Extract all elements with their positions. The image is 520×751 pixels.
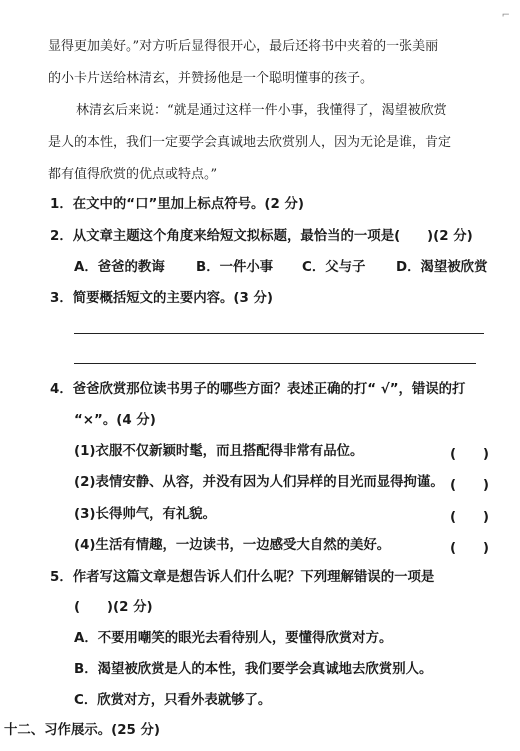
- q2-option-b: B．一件小事: [196, 260, 274, 275]
- q5-option-b: B．渴望被欣赏是人的本性，我们要学会真诚地去欣赏别人。: [74, 662, 433, 677]
- question-5: 5．作者写这篇文章是想告诉人们什么呢？下列理解错误的一项是: [50, 570, 435, 585]
- answer-line[interactable]: [74, 363, 476, 364]
- answer-bracket[interactable]: ( ): [450, 447, 490, 462]
- answer-bracket[interactable]: ( ): [450, 510, 490, 525]
- q4-item: (1)衣服不仅新颖时髦，而且搭配得非常有品位。: [74, 444, 364, 459]
- passage-line: 显得更加美好。”对方听后显得很开心，最后还将书中夹着的一张美丽: [48, 39, 439, 54]
- passage-line: 的小卡片送给林清玄，并赞扬他是一个聪明懂事的孩子。: [48, 71, 374, 86]
- section-12-heading: 十二、习作展示。(25 分): [4, 723, 161, 738]
- passage-line: 是人的本性，我们一定要学会真诚地去欣赏别人，因为无论是谁，肯定: [48, 135, 452, 150]
- question-3: 3．简要概括短文的主要内容。(3 分): [50, 291, 274, 306]
- q5-option-a: A．不要用嘲笑的眼光去看待别人，要懂得欣赏对方。: [74, 631, 393, 646]
- q4-item: (2)表情安静、从容，并没有因为人们异样的目光而显得拘谨。: [74, 475, 444, 490]
- answer-bracket[interactable]: ( ): [450, 478, 490, 493]
- question-5-cont: ( )(2 分): [74, 600, 153, 615]
- answer-line[interactable]: [74, 333, 484, 334]
- answer-bracket[interactable]: ( ): [450, 541, 490, 556]
- passage-line: 都有值得欣赏的优点或特点。”: [48, 167, 218, 182]
- passage-line: 林清玄后来说：“就是通过这样一件小事，我懂得了，渴望被欣赏: [76, 103, 447, 118]
- q4-item: (4)生活有情趣，一边读书，一边感受大自然的美好。: [74, 538, 391, 553]
- question-4-cont: “×”。(4 分): [74, 413, 156, 428]
- question-1: 1．在文中的“口”里加上标点符号。(2 分): [50, 197, 304, 212]
- question-2: 2．从文章主题这个角度来给短文拟标题，最恰当的一项是( )(2 分): [50, 229, 473, 244]
- q4-item: (3)长得帅气，有礼貌。: [74, 507, 217, 522]
- question-4: 4．爸爸欣赏那位读书男子的哪些方面？表述正确的打“ √”，错误的打: [50, 382, 466, 397]
- q2-option-c: C．父与子: [302, 260, 366, 275]
- q5-option-c: C．欣赏对方，只看外表就够了。: [74, 693, 272, 708]
- corner-mark: ⌐: [501, 10, 510, 21]
- q2-option-a: A．爸爸的教诲: [74, 260, 165, 275]
- q2-option-d: D．渴望被欣赏: [396, 260, 488, 275]
